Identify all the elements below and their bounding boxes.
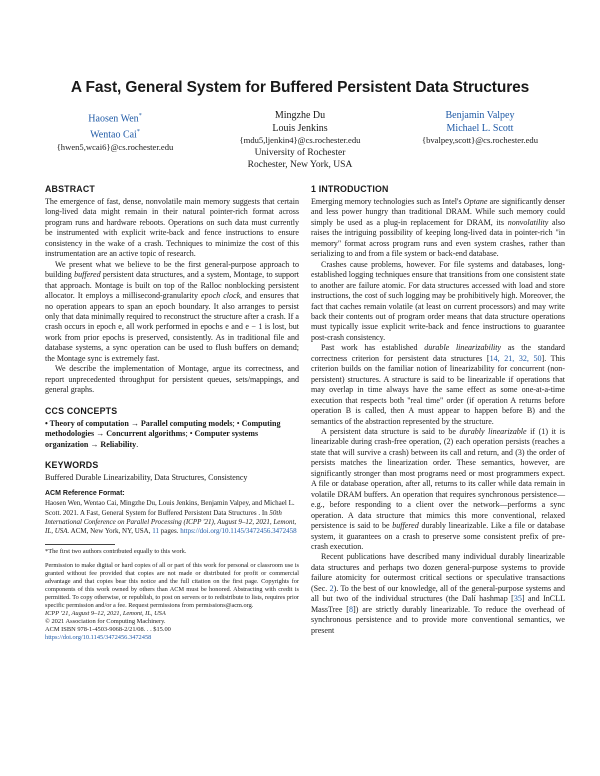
- venue-line: ICPP '21, August 9–12, 2021, Lemont, IL, USA: [45, 609, 166, 617]
- affiliation-location: Rochester, New York, USA: [247, 159, 353, 170]
- citation-link[interactable]: 14, 21, 32, 50: [489, 353, 542, 363]
- author-name[interactable]: Michael L. Scott: [446, 122, 514, 134]
- author-name[interactable]: Benjamin Valpey: [445, 110, 515, 121]
- left-column: [45, 183, 299, 643]
- intro-paragraph: Crashes cause problems, however. For file systems and databases, long-established logging techniques ensure that transitions from one consistent state to another are failure atomic. For data structures accessed with load and store instructions, the cost of such logging may be prohibitively high. Moreover, the fact that caches remain volatile (at least on current processors) and may write back their contents out of program order means that data structure operations must typically issue explicit write-back and fence instructions to guarantee post-crash consistency.: [311, 259, 565, 342]
- citation-link[interactable]: 35: [513, 594, 522, 604]
- introduction-heading: 1 INTRODUCTION: [311, 184, 389, 194]
- permission-notice: Permission to make digital or hard copies of all or part of this work for personal or classroom use is granted without fee provided that copies are not made or distributed for profit or commercial advantage and that copies bear this notice and the full citation on the first page. Copyrights for components of this work owned by others than ACM must be honored. Abstracting with credit is permitted. To copy otherwise, or republish, to post on servers or to redistribute to lists, requires prior specific permission and/or a fee. Request permissions from permissions@acm.org.: [45, 562, 299, 609]
- abstract-heading: ABSTRACT: [45, 184, 95, 194]
- affiliation: University of Rochester: [254, 147, 346, 158]
- author-name: Louis Jenkins: [272, 122, 328, 134]
- intro-paragraph: Past work has established durable linearizability as the standard correctness criterion for persistent data structures [14, 21, 32, 50]. This criterion builds on the familiar notion of linearizability for concurrent (non-persistent) structures. A structure is said to be linearizable if operations that may overlap in time always have the same effect as some one-at-a-time execution that respects both "real time" order (if operation A returns before operation B is called, then A must appear to happen before B) and the semantics of the abstraction represented by the structure.: [311, 343, 565, 426]
- pages-link[interactable]: 11: [152, 527, 159, 536]
- permission-doi: [45, 634, 299, 642]
- author-column-3: [385, 110, 575, 147]
- author-email: {bvalpey,scott}@cs.rochester.edu: [421, 135, 539, 146]
- intro-paragraph: Recent publications have described many individual durably linearizable data structures and perhaps two dozen general-purpose systems to provide failure atomicity for outermost critical sections or speculative transactions (Sec. 2). To the best of our knowledge, all of the general-purpose systems and all but two of the individual structures (the Dalí hashmap [35] and InCLL MassTree [8]) are strictly durably linearizable. To reduce the overhead of synchronous persistence and to provide more conventional semantics, we present: [311, 552, 566, 635]
- author-email: {mdu5,ljenkin4}@cs.rochester.edu: [239, 135, 361, 146]
- reference-format-heading: ACM Reference Format:: [45, 490, 125, 498]
- citation-link[interactable]: 8: [348, 604, 354, 614]
- section-link[interactable]: 2: [329, 583, 334, 593]
- intro-paragraph: Emerging memory technologies such as Intel's Optane are significantly denser and less power hungry than traditional DRAM. While such memory could simply be used as a plug-in replacement for DRAM, its nonvolatility also raises the intriguing possibility of keeping long-lived data in pointer-rich "in memory" format across program runs and even system crashes, rather than serializing to and from a file system or back-end database.: [311, 197, 565, 259]
- footnote: *The first two authors contributed equally to this work.: [45, 548, 187, 556]
- author-name[interactable]: Haosen Wen*: [88, 113, 142, 125]
- isbn-line: ACM ISBN 978-1-4503-9068-2/21/08. . . $15.00: [45, 626, 171, 634]
- author-email: {hwen5,wcai6}@cs.rochester.edu: [56, 141, 174, 152]
- abstract-paragraph: We describe the implementation of Montage, argue its correctness, and report unprecedented throughput for persistent queues, sets/mappings, and general graphs.: [45, 364, 299, 395]
- author-column-2: [205, 110, 395, 171]
- author-name: Mingzhe Du: [274, 110, 326, 121]
- author-column-1: [20, 110, 210, 153]
- abstract-paragraph: The emergence of fast, dense, nonvolatile main memory suggests that certain long-lived data might remain in their natural pointer-rich format across program runs and hardware reboots. Operations on such data must currently be instrumented with explicit write-back and fence instructions to ensure consistency in the wake of a crash. Techniques to minimize the cost of this instrumentation are an active topic of research.: [45, 197, 299, 259]
- abstract-paragraph: We present what we believe to be the first general-purpose approach to building buffered persistent data structures, and a system, Montage, to support that approach. Montage is built on top of the Ralloc nonblocking persistent allocator. It employs a millisecond-granularity epoch clock, and ensures that no operation appears to span an epoch boundary. It also arranges to persist only that data minimally required to reconstruct the structure after a crash. If a crash occurs in epoch e, all work performed in epochs e and e − 1 is lost, but work from prior epochs is preserved, consistently. As in traditional file and database systems, a sync operation can be used to flush buffers on demand; the Montage sync is extremely fast.: [45, 259, 299, 363]
- copyright-line: © 2021 Association for Computing Machinery.: [45, 618, 166, 626]
- ccs-heading: CCS CONCEPTS: [45, 405, 118, 416]
- doi-link[interactable]: https://doi.org/10.1145/3472456.3472458: [180, 527, 297, 536]
- paper-title: A Fast, General System for Buffered Persistent Data Structures: [70, 79, 530, 96]
- ccs-concepts: • Theory of computation → Parallel computing models; • Computing methodologies → Concurrent algorithms; • Computer systems organization → Reliability.: [45, 418, 281, 449]
- doi-link[interactable]: https://doi.org/10.1145/3472456.3472458: [45, 634, 152, 642]
- keywords-text: Buffered Durable Linearizability, Data Structures, Consistency: [45, 472, 248, 482]
- right-column: [311, 183, 565, 636]
- reference-format: Haosen Wen, Wentao Cai, Mingzhe Du, Louis Jenkins, Benjamin Valpey, and Michael L. Scott. 2021. A Fast, General System for Buffered Persistent Data Structures . In 50th International Conference on Parallel Processing (ICPP '21), August 9–12, 2021, Lemont, IL, USA. ACM, New York, NY, USA, 11 pages. https://doi.org/10.1145/3472456.3472458: [45, 499, 297, 536]
- footnote-rule: [45, 544, 115, 545]
- intro-paragraph: A persistent data structure is said to be durably linearizable if (1) it is linearizable during crash-free operation, (2) each operation persists (reaches a state that will survive a crash) between its call and return, and (3) the order of persists matches the linearization order. These semantics, however, are significantly stronger than most programs need or most programmers expect. A file or database operation, after all, returns to its caller while data remain in volatile DRAM buffers. An operation that requires synchronous persistence—e.g., before responding to a client over the network—performs a sync operation. A data structure that mimics this more conventional, relaxed persistence is said to be buffered durably linearizable. Like a file or database system, it guarantees on a crash to preserve some consistent prefix of pre-crash execution.: [311, 426, 565, 551]
- author-name[interactable]: Wentao Cai*: [90, 128, 140, 141]
- keywords-heading: KEYWORDS: [45, 459, 99, 470]
